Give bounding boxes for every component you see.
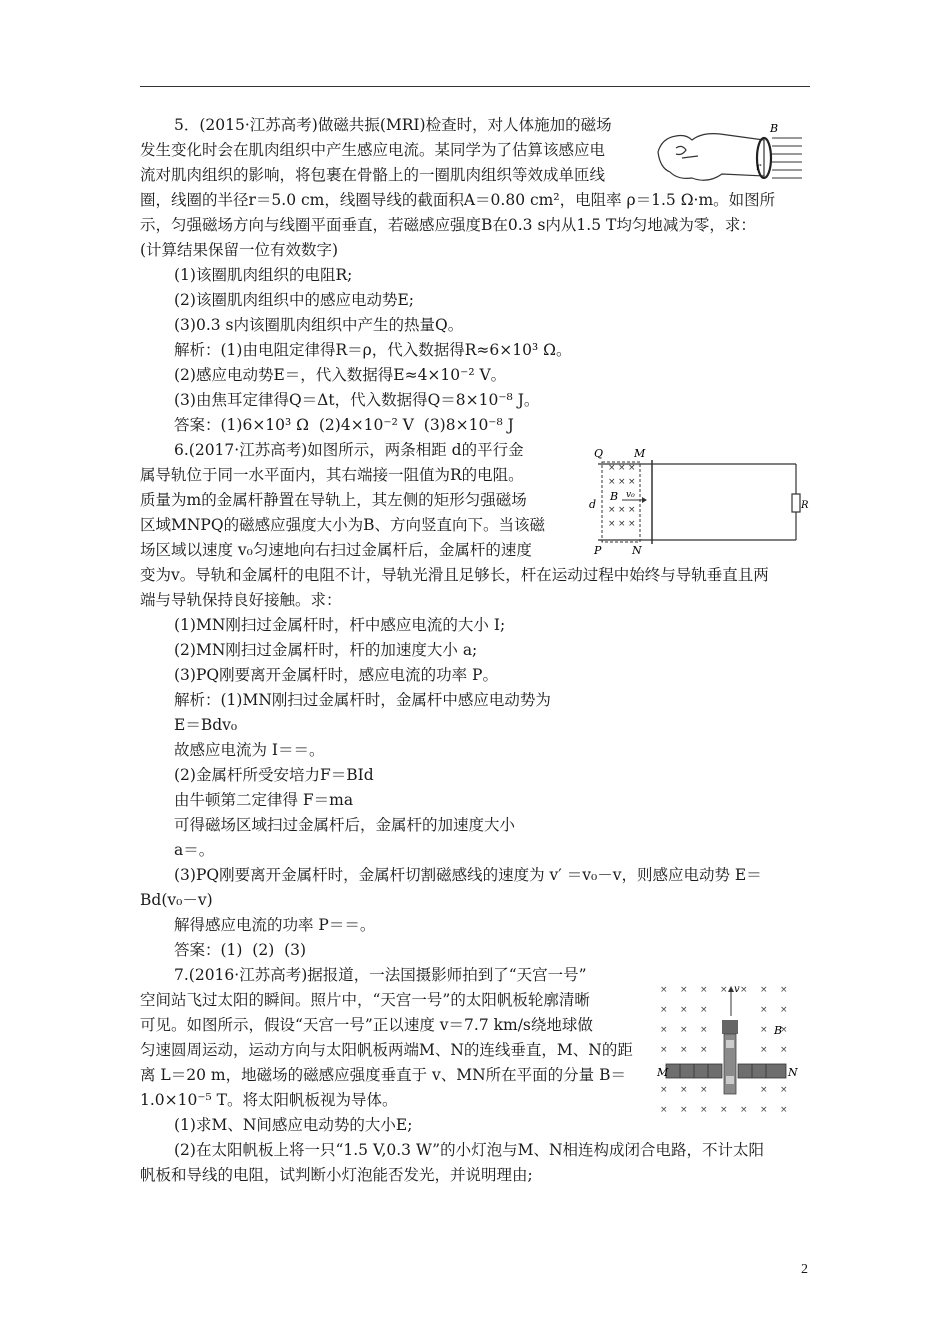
label-m: M — [657, 1066, 669, 1079]
field-cross: × — [780, 1045, 788, 1055]
text-line: 可见。如图所示，假设“天宫一号”正以速度 v＝7.7 km/s绕地球做 — [140, 1016, 593, 1034]
label-b: B — [774, 1024, 783, 1037]
field-cross: × — [760, 985, 768, 995]
field-cross: × — [628, 463, 636, 473]
text-line: (2)金属杆所受安培力F＝BId — [174, 766, 374, 784]
text-line: 由牛顿第二定律得 F＝ma — [174, 791, 354, 809]
field-cross: × — [618, 477, 626, 487]
field-cross: × — [680, 1005, 688, 1015]
field-cross: × — [660, 1025, 668, 1035]
field-cross: × — [628, 477, 636, 487]
field-cross: × — [680, 1025, 688, 1035]
text-line: Bd(v₀－v) — [140, 891, 213, 909]
field-cross: × — [700, 1025, 708, 1035]
text-line: 解析：(1)MN刚扫过金属杆时，金属杆中感应电动势为 — [174, 691, 551, 709]
text-line: 区域MNPQ的磁感应强度大小为B、方向竖直向下。当该磁 — [140, 516, 545, 534]
text-line: a＝。 — [174, 841, 215, 859]
field-cross: × — [740, 985, 748, 995]
text-line: (2)在太阳帆板上将一只“1.5 V,0.3 W”的小灯泡与M、N相连构成闭合电路，不计太阳 — [174, 1141, 765, 1159]
text-line: 可得磁场区域扫过金属杆后，金属杆的加速度大小 — [174, 816, 516, 834]
field-cross: × — [760, 1005, 768, 1015]
header-rule — [140, 86, 810, 87]
field-cross: × — [780, 1085, 788, 1095]
field-cross: × — [628, 505, 636, 515]
text-line: 故感应电流为 I＝＝。 — [174, 741, 325, 759]
field-cross: × — [720, 985, 728, 995]
text-line: (2)感应电动势E＝，代入数据得E≈4×10⁻² V。 — [174, 366, 507, 384]
label-m: M — [634, 447, 646, 460]
text-line: E＝Bdv₀ — [174, 716, 238, 734]
text-line: (3)PQ刚要离开金属杆时，感应电流的功率 P。 — [174, 666, 498, 684]
text-line: 变为v。导轨和金属杆的电阻不计，导轨光滑且足够长，杆在运动过程中始终与导轨垂直且两 — [140, 566, 769, 584]
field-cross: × — [608, 463, 616, 473]
text-line: 流对肌肉组织的影响，将包裹在骨骼上的一圈肌肉组织等效成单匝线 — [140, 166, 606, 184]
label-q: Q — [594, 447, 604, 460]
text-line: 发生变化时会在肌肉组织中产生感应电流。某同学为了估算该感应电 — [140, 141, 606, 159]
field-cross: × — [700, 985, 708, 995]
field-cross: × — [780, 1105, 788, 1115]
field-cross: × — [780, 1025, 788, 1035]
field-label-b: B — [770, 122, 779, 135]
field-cross: × — [618, 505, 626, 515]
label-p: P — [594, 544, 602, 557]
field-cross: × — [780, 985, 788, 995]
text-line: (3)PQ刚要离开金属杆时，金属杆切割磁感线的速度为 v′ ＝v₀－v，则感应电动势 E＝ — [174, 866, 762, 884]
text-line: (3)0.3 s内该圈肌肉组织中产生的热量Q。 — [174, 316, 464, 334]
text-line: 1.0×10⁻⁵ T。将太阳帆板视为导体。 — [140, 1091, 398, 1109]
label-n: N — [788, 1066, 798, 1079]
field-cross: × — [700, 1045, 708, 1055]
text-line: (2)MN刚扫过金属杆时，杆的加速度大小 a; — [174, 641, 478, 659]
rail-field-figure — [588, 446, 810, 558]
field-region — [602, 462, 640, 542]
text-line: 答案：(1)6×10³ Ω (2)4×10⁻² V (3)8×10⁻⁸ J — [174, 416, 514, 434]
text-line: 空间站飞过太阳的瞬间。照片中，“天宫一号”的太阳帆板轮廓清晰 — [140, 991, 590, 1009]
text-line: (1)求M、N间感应电动势的大小E; — [174, 1116, 413, 1134]
text-line: 端与导轨保持良好接触。求： — [140, 591, 342, 609]
field-lines — [772, 138, 802, 178]
text-line: 6.(2017·江苏高考)如图所示，两条相距 d的平行金 — [174, 441, 524, 459]
field-cross: × — [700, 1105, 708, 1115]
text-line: 示，匀强磁场方向与线圈平面垂直，若磁感应强度B在0.3 s内从1.5 T均匀地减为零，求： — [140, 216, 756, 234]
text-line: 匀速圆周运动，运动方向与太阳帆板两端M、N的连线垂直，M、N的距 — [140, 1041, 633, 1059]
text-line: (计算结果保留一位有效数字) — [140, 241, 339, 259]
text-line: 离 L＝20 m，地磁场的磁感应强度垂直于 v、MN所在平面的分量 B＝ — [140, 1066, 627, 1084]
label-d: d — [589, 498, 597, 511]
text-line: 解析：(1)由电阻定律得R＝ρ，代入数据得R≈6×10³ Ω。 — [174, 341, 572, 359]
field-cross: × — [660, 1105, 668, 1115]
label-b: B — [610, 490, 619, 503]
field-cross: × — [660, 985, 668, 995]
text-line: (3)由焦耳定律得Q＝Δt，代入数据得Q＝8×10⁻⁸ J。 — [174, 391, 540, 409]
field-cross: × — [760, 1105, 768, 1115]
field-cross: × — [660, 1045, 668, 1055]
field-cross: × — [760, 1045, 768, 1055]
resistor — [792, 494, 800, 512]
text-line: 5．(2015·江苏高考)做磁共振(MRI)检查时，对人体施加的磁场 — [174, 116, 612, 134]
velocity-arrowhead — [642, 497, 647, 503]
label-v0: v₀ — [626, 490, 635, 500]
field-cross: × — [608, 505, 616, 515]
field-cross: × — [608, 519, 616, 529]
field-cross: × — [720, 1105, 728, 1115]
text-line: 7.(2016·江苏高考)据报道，一法国摄影师拍到了“天宫一号” — [174, 966, 587, 984]
field-cross: × — [618, 519, 626, 529]
text-line: 属导轨位于同一水平面内，其右端接一阻值为R的电阻。 — [140, 466, 524, 484]
field-cross: × — [740, 1105, 748, 1115]
text-line: 场区域以速度 v₀匀速地向右扫过金属杆后，金属杆的速度 — [140, 541, 532, 559]
field-cross: × — [780, 1005, 788, 1015]
field-cross: × — [760, 1025, 768, 1035]
field-cross: × — [680, 985, 688, 995]
field-cross: × — [700, 1005, 708, 1015]
text-line: (1)该圈肌肉组织的电阻R; — [174, 266, 353, 284]
field-cross: × — [618, 463, 626, 473]
station-body — [722, 1020, 738, 1094]
page-number: 2 — [801, 1262, 808, 1277]
text-line: 答案：(1) (2) (3) — [174, 941, 307, 959]
arm-outline — [658, 134, 764, 181]
field-cross: × — [700, 1085, 708, 1095]
field-cross: × — [660, 1085, 668, 1095]
label-r: R — [801, 500, 809, 511]
field-cross: × — [680, 1085, 688, 1095]
text-line: 帆板和导线的电阻，试判断小灯泡能否发光，并说明理由; — [140, 1166, 533, 1184]
label-n: N — [632, 544, 642, 557]
text-line: 圈，线圈的半径r＝5.0 cm，线圈导线的截面积A＝0.80 cm²，电阻率 ρ＝1.5 Ω·m。如图所 — [140, 191, 776, 209]
field-cross: × — [608, 477, 616, 487]
arm-coil-figure — [652, 118, 810, 198]
label-v: v — [734, 984, 740, 995]
field-cross: × — [660, 1005, 668, 1015]
radius-label: r — [756, 162, 761, 173]
field-cross: × — [760, 1085, 768, 1095]
text-line: 质量为m的金属杆静置在导轨上，其左侧的矩形匀强磁场 — [140, 491, 527, 509]
field-cross: × — [680, 1045, 688, 1055]
field-cross: × — [680, 1105, 688, 1115]
text-line: 解得感应电流的功率 P＝＝。 — [174, 916, 376, 934]
text-line: (2)该圈肌肉组织中的感应电动势E; — [174, 291, 414, 309]
text-line: (1)MN刚扫过金属杆时，杆中感应电流的大小 I; — [174, 616, 506, 634]
field-cross: × — [628, 519, 636, 529]
space-station-figure — [654, 980, 804, 1128]
